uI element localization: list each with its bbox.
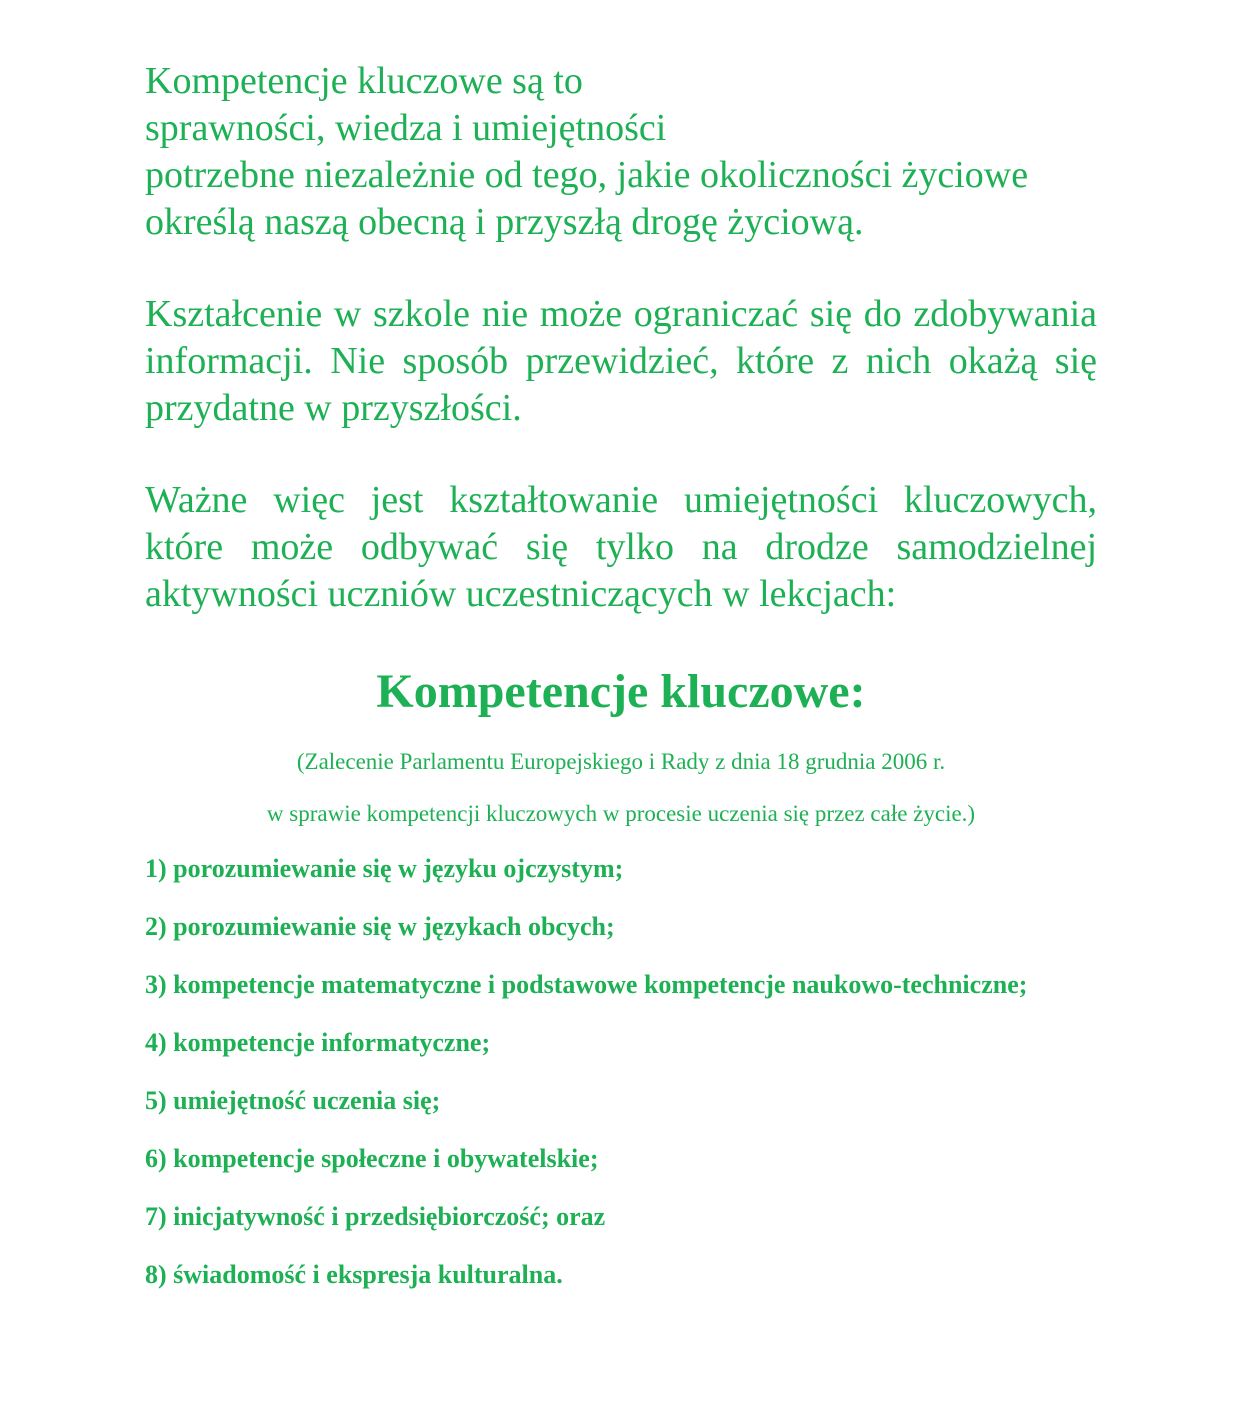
list-item: 4) kompetencje informatyczne; — [145, 1028, 491, 1057]
list-item: 5) umiejętność uczenia się; — [145, 1086, 441, 1115]
intro-line: sprawności, wiedza i umiejętności — [145, 107, 667, 149]
intro-line: potrzebne niezależnie od tego, jakie okoliczności życiowe — [145, 154, 1029, 196]
key-competences-heading: Kompetencje kluczowe: — [376, 665, 866, 718]
source-note-line-1: (Zalecenie Parlamentu Europejskiego i Rady z dnia 18 grudnia 2006 r. — [296, 749, 946, 774]
intro-line: określą naszą obecną i przyszłą drogę życiową. — [145, 201, 864, 243]
competences-list — [145, 852, 1097, 1291]
document-page — [145, 58, 1097, 1316]
list-item: 2) porozumiewanie się w językach obcych; — [145, 912, 615, 941]
list-item: 7) inicjatywność i przedsiębiorczość; oraz — [145, 1202, 606, 1231]
key-skills-paragraph: Ważne więc jest kształtowanie umiejętności kluczowych, które może odbywać się tylko na drodze samodzielnej aktywności uczniów uczestniczących w lekcjach: — [145, 479, 1097, 615]
list-item: 1) porozumiewanie się w języku ojczystym; — [145, 854, 624, 883]
intro-line: Kompetencje kluczowe są to — [145, 60, 583, 102]
source-note-line-2: w sprawie kompetencji kluczowych w procesie uczenia się przez całe życie.) — [266, 801, 976, 826]
education-paragraph: Kształcenie w szkole nie może ograniczać się do zdobywania informacji. Nie sposób przewidzieć, które z nich okażą się przydatne w przyszłości. — [145, 293, 1097, 429]
intro-paragraph — [145, 58, 1097, 246]
list-item: 8) świadomość i ekspresja kulturalna. — [145, 1260, 563, 1289]
list-item: 3) kompetencje matematyczne i podstawowe kompetencje naukowo-techniczne; — [145, 970, 1028, 999]
list-item: 6) kompetencje społeczne i obywatelskie; — [145, 1144, 599, 1173]
